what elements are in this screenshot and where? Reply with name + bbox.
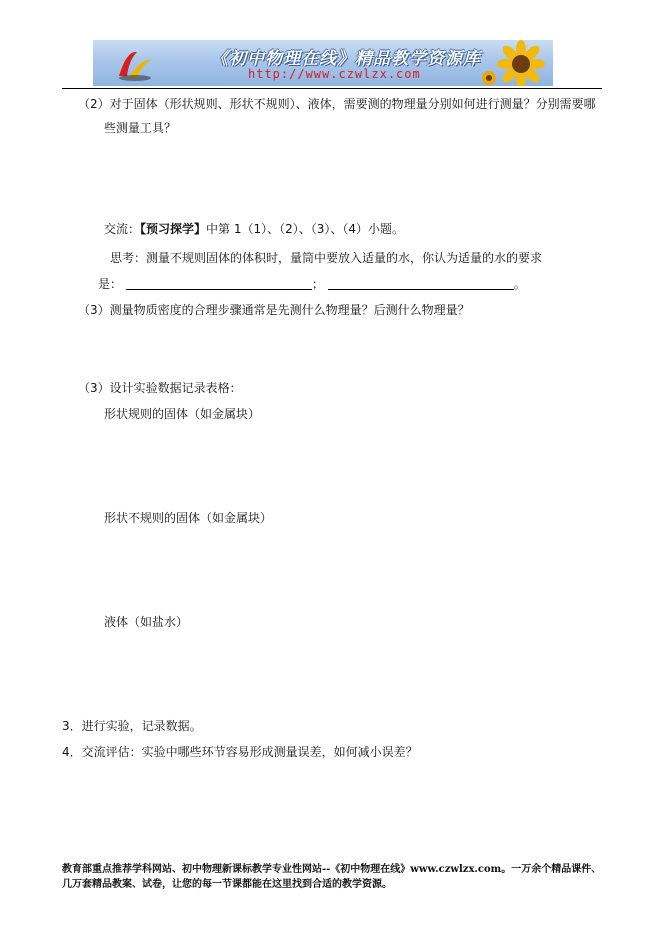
exchange-line (104, 221, 404, 237)
exchange-rest: 中第 1（1）、（2）、（3）、（4）小题。 (206, 222, 405, 236)
answer-blank-1[interactable] (126, 277, 312, 290)
site-logo-icon (115, 46, 155, 82)
irregular-solid-label: 形状不规则的固体（如金属块） (104, 511, 273, 525)
footer-line-1: 教育部重点推荐学科网站、初中物理新课标教学专业性网站--《初中物理在线》www.czwlzx.com。一万余个精品课件、 (62, 864, 602, 875)
header-divider (62, 88, 602, 89)
think-end: 。 (513, 277, 526, 291)
answer-blank-2[interactable] (328, 277, 514, 290)
liquid-label: 液体（如盐水） (104, 615, 189, 629)
think-separator: ； (311, 277, 324, 291)
question-2-line-2: 些测量工具？ (104, 121, 177, 135)
question-3a: （3）测量物质密度的合理步骤通常是先测什么物理量？后测什么物理量？ (78, 303, 470, 317)
regular-solid-label: 形状规则的固体（如金属块） (104, 407, 261, 421)
header-url[interactable]: http://www.czwlzx.com (248, 67, 421, 81)
think-line-2 (98, 276, 526, 292)
think-prefix: 是： (98, 277, 123, 291)
exchange-bold: 【预习探学】 (140, 222, 207, 236)
question-2-line-1: （2）对于固体（形状规则、形状不规则）、液体，需要测的物理量分别如何进行测量？分别需要哪 (78, 97, 596, 111)
step-4: 4．交流评估：实验中哪些环节容易形成测量误差，如何减小误差？ (62, 745, 418, 759)
question-3b: （3）设计实验数据记录表格： (78, 381, 242, 395)
footer-line-2: 几万套精品教案、试卷，让您的每一节课都能在这里找到合适的教学资源。 (62, 879, 392, 890)
footer (62, 862, 602, 892)
exchange-prefix: 交流： (104, 222, 141, 236)
think-line-1: 思考：测量不规则固体的体积时，量筒中要放入适量的水，你认为适量的水的要求 (110, 251, 543, 265)
header-banner (93, 40, 553, 86)
header-title: 《初中物理在线》精品教学资源库 (211, 49, 481, 69)
sunflower-icon (479, 40, 549, 86)
step-3: 3．进行实验，记录数据。 (62, 719, 202, 733)
